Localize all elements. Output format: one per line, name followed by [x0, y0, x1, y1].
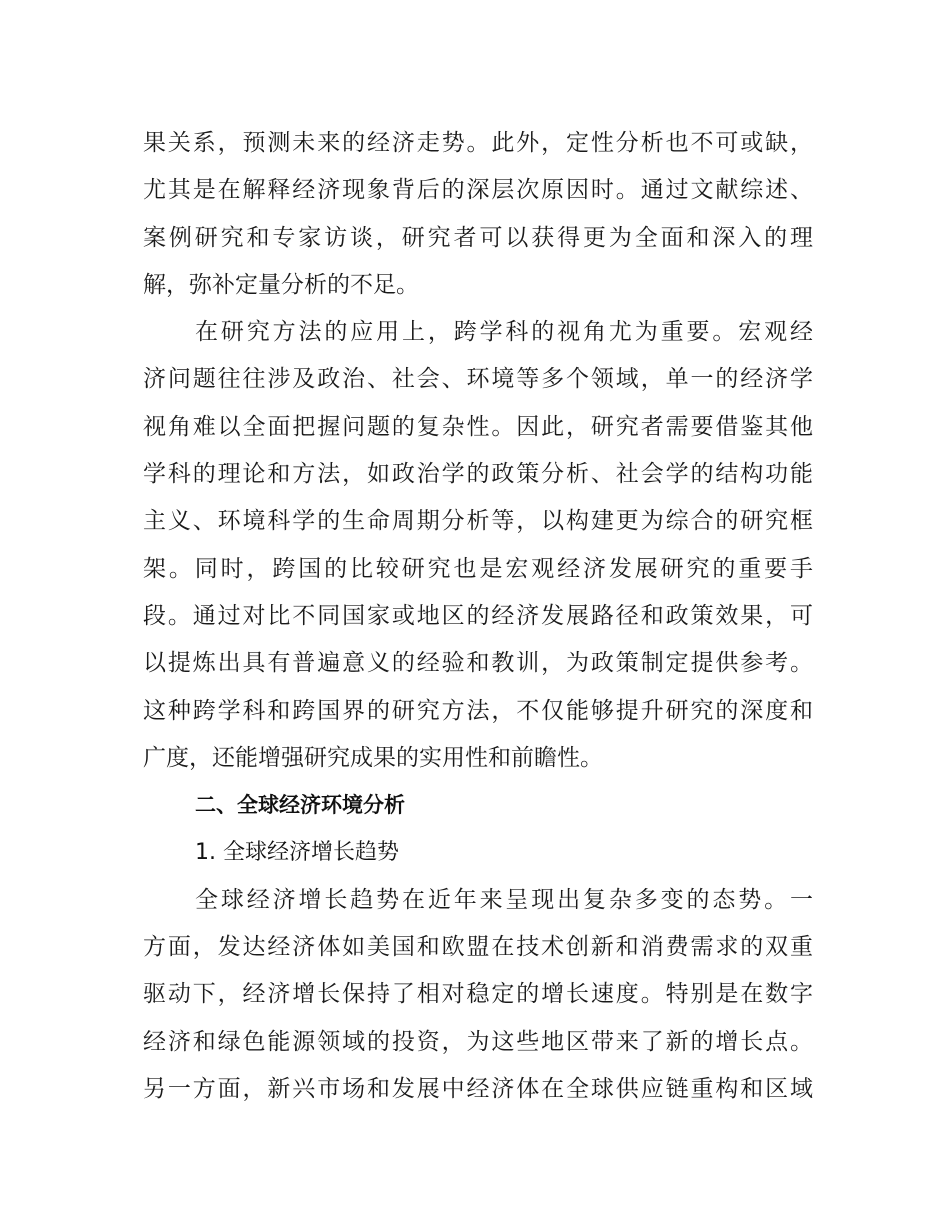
text-line: 案例研究和专家访谈，研究者可以获得更为全面和深入的理	[143, 224, 813, 251]
text-line: 全球经济增长趋势在近年来呈现出复杂多变的态势。一	[195, 886, 813, 913]
text-line: 学科的理论和方法，如政治学的政策分析、社会学的结构功能	[143, 461, 813, 488]
text-line: 驱动下，经济增长保持了相对稳定的增长速度。特别是在数字	[143, 981, 813, 1008]
text-line: 主义、环境科学的生命周期分析等，以构建更为综合的研究框	[143, 508, 813, 535]
text-line: 尤其是在解释经济现象背后的深层次原因时。通过文献综述、	[143, 177, 813, 204]
paragraph-methods-continued	[143, 120, 813, 309]
text-line: 这种跨学科和跨国界的研究方法，不仅能够提升研究的深度和	[143, 697, 813, 724]
subsection-heading: 1. 全球经济增长趋势	[195, 840, 399, 866]
paragraph-global-growth	[143, 877, 813, 1113]
text-line: 济问题往往涉及政治、社会、环境等多个领域，单一的经济学	[143, 366, 813, 393]
text-line: 解，弥补定量分析的不足。	[143, 271, 419, 298]
text-line: 以提炼出具有普遍意义的经验和教训，为政策制定提供参考。	[143, 650, 813, 677]
text-line: 广度，还能增强研究成果的实用性和前瞻性。	[143, 744, 603, 771]
text-line: 方面，发达经济体如美国和欧盟在技术创新和消费需求的双重	[143, 934, 813, 961]
document-body	[143, 120, 813, 1113]
text-line: 果关系，预测未来的经济走势。此外，定性分析也不可或缺，	[143, 130, 813, 156]
text-line: 在研究方法的应用上，跨学科的视角尤为重要。宏观经	[195, 319, 813, 346]
text-line: 视角难以全面把握问题的复杂性。因此，研究者需要借鉴其他	[143, 413, 813, 440]
text-line: 经济和绿色能源领域的投资，为这些地区带来了新的增长点。	[143, 1028, 813, 1055]
text-line: 段。通过对比不同国家或地区的经济发展路径和政策效果，可	[143, 602, 813, 629]
text-line: 另一方面，新兴市场和发展中经济体在全球供应链重构和区域	[143, 1075, 813, 1102]
paragraph-interdisciplinary	[143, 309, 813, 782]
section-heading: 二、全球经济环境分析	[195, 793, 405, 818]
text-line: 架。同时，跨国的比较研究也是宏观经济发展研究的重要手	[143, 555, 813, 582]
